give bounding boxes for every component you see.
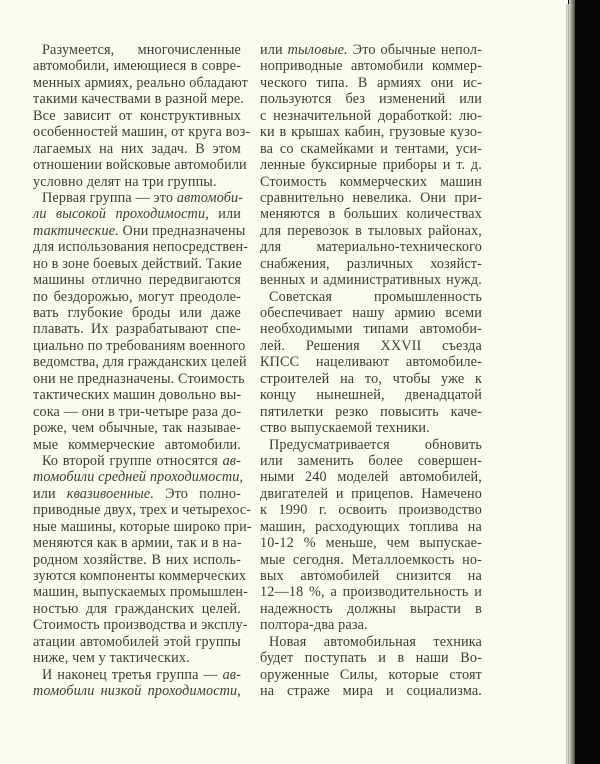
text-line: автомобили, имеющиеся в совре- (33, 58, 241, 75)
italic-term: тактические. (33, 222, 119, 239)
text-line (33, 683, 241, 699)
text-line: Стоимость коммерческих машин (260, 173, 482, 190)
text-line: родном хозяйстве. В них исполь- (33, 551, 241, 568)
text-line (260, 42, 482, 58)
text-run: или (208, 206, 241, 223)
text-line: по бездорожью, могут преодоле- (33, 288, 241, 305)
text-line: Стоимость производства и эксплу- (33, 617, 248, 634)
italic-term: ав- (222, 452, 241, 469)
text-line: но в зоне боевых действий. Такие (33, 255, 242, 272)
text-line: зуются компоненты коммерческих (33, 568, 247, 584)
text-line: снабжения, различных хозяйст- (260, 255, 482, 272)
italic-term: ли высокой проходимости, (33, 206, 209, 223)
text-line: машины отлично передвигаются (33, 272, 241, 289)
text-line: машин, выпускаемых промышлен- (33, 584, 249, 601)
text-line: пятилетки резко повысить каче- (260, 403, 482, 420)
text-line: 10-12 % меньше, чем выпускае- (260, 535, 482, 552)
text-run: Это полно- (154, 485, 241, 502)
text-line: оруженные Силы, которые стоят (260, 666, 482, 683)
italic-term: томобили средней проходимости, (33, 469, 244, 486)
text-run: или (260, 42, 288, 58)
text-run: или (33, 485, 67, 502)
page-edge-shadow (569, 0, 575, 764)
text-line: меняются как в армии, так и в на- (33, 535, 242, 552)
text-line: ва со скамейками и тентами, уси- (260, 140, 482, 157)
text-line: или заменить более совершен- (260, 452, 482, 469)
text-line: для перевозок в тыловых районах, (260, 222, 482, 239)
text-line: особенностей машин, от круга воз- (33, 124, 251, 141)
text-run: И наконец третья группа — (42, 666, 223, 683)
italic-term: квазивоенные. (66, 485, 155, 502)
text-run: Они предназначены (118, 222, 246, 239)
text-line: Новая автомобильная техника (269, 633, 482, 650)
text-line: ленные буксирные приборы и т. д. (260, 157, 482, 174)
text-line (33, 206, 241, 222)
text-line: меняются в больших количествах (260, 206, 482, 223)
right-text-column (260, 42, 482, 700)
text-line: ные машины, которые широко при- (33, 518, 252, 535)
text-line: сока — они в три-четыре раза до- (33, 403, 242, 420)
text-line: ноприводные автомобили коммер- (260, 58, 482, 75)
text-line: ки в крышах кабин, грузовые кузо- (260, 124, 482, 141)
text-line: ведомства, для гражданских целей (33, 354, 247, 371)
text-line: Разумеется, многочисленные (42, 42, 241, 58)
text-line: Советская промышленность (269, 288, 482, 305)
text-line: ностью для гражданских целей. (33, 600, 241, 617)
text-line: Предусматривается обновить (269, 436, 482, 453)
text-line: такими качествами в разной мере. (33, 91, 244, 108)
italic-term: автомоби- (176, 189, 244, 206)
text-line (33, 486, 241, 502)
text-line: циально по требованиям военного (33, 337, 246, 354)
italic-term: ав- (222, 666, 241, 683)
text-line: двигателей и прицепов. Намечено (260, 485, 482, 502)
text-line: сравнительно невелика. Они при- (260, 189, 482, 206)
text-run: Первая группа — это (42, 189, 177, 206)
text-line: КПСС нацеливают автомобиле- (260, 354, 482, 371)
text-line: плавать. Их разрабатывают спе- (33, 321, 241, 338)
text-line: концу нынешней, двенадцатой (260, 387, 482, 404)
text-line: будет поступать и в наши Во- (260, 650, 482, 667)
text-line: менных армиях, реально обладают (33, 74, 248, 91)
text-line: отношении войсковые автомобили (33, 157, 247, 174)
text-line: необходимыми типами автомоби- (260, 321, 482, 338)
text-run: Это обычные непол- (347, 42, 482, 58)
left-text-column (33, 42, 252, 700)
text-line: мые коммерческие автомобили. (33, 436, 241, 453)
text-line: Все зависит от конструктивных (33, 107, 241, 124)
text-line: обеспечивает нашу армию всеми (260, 305, 482, 321)
text-line: с незначительной доработкой: лю- (260, 107, 482, 124)
text-line: ниже, чем у тактических. (33, 650, 190, 667)
italic-term: тыловые. (287, 42, 348, 58)
italic-term: томобили низкой проходимости, (33, 683, 241, 700)
text-line: вать глубокие броды или даже (33, 305, 241, 321)
text-line: лей. Решения XXVII съезда (260, 337, 482, 354)
text-line: машин, расходующих топлива на (260, 518, 482, 535)
text-line: они не предназначены. Стоимость (33, 370, 245, 387)
text-line: роже, чем обычные, так называе- (33, 420, 241, 437)
text-line: полтора-два раза. (260, 617, 368, 634)
text-line (33, 469, 244, 486)
text-line: приводные двух, трех и четырехос- (33, 502, 252, 519)
text-line: надежность должны вырасти в (260, 600, 482, 617)
text-line: ство выпускаемой техники. (260, 420, 430, 437)
text-run: Ко второй группе относятся (42, 452, 223, 469)
text-line: ными 240 моделей автомобилей, (260, 469, 482, 486)
text-line: условно делят на три группы. (33, 173, 217, 190)
text-line: на страже мира и социализма. (260, 683, 482, 700)
text-line (33, 189, 244, 206)
text-line: для использования непосредствен- (33, 239, 249, 256)
text-line: для материально-технического (260, 239, 482, 256)
text-line (33, 222, 246, 239)
text-line: пользуются без изменений или (260, 91, 482, 108)
text-line: лагаемых на них задач. В этом (33, 140, 241, 157)
text-line (33, 453, 241, 469)
text-line: мые сегодня. Металлоемкость но- (260, 551, 482, 568)
text-line: 12—18 %, а производительность и (260, 584, 482, 601)
text-line: строителей на то, чтобы уже к (260, 370, 482, 387)
text-line: ческого типа. В армиях они ис- (260, 74, 482, 91)
text-line: венных и административных нужд. (260, 272, 482, 289)
text-line (33, 667, 241, 683)
text-line: вых автомобилей снизится на (260, 568, 482, 584)
text-line: тактических машин довольно вы- (33, 387, 242, 404)
text-line: к 1990 г. освоить производство (260, 502, 482, 519)
text-line: атации автомобилей этой группы (33, 633, 241, 650)
